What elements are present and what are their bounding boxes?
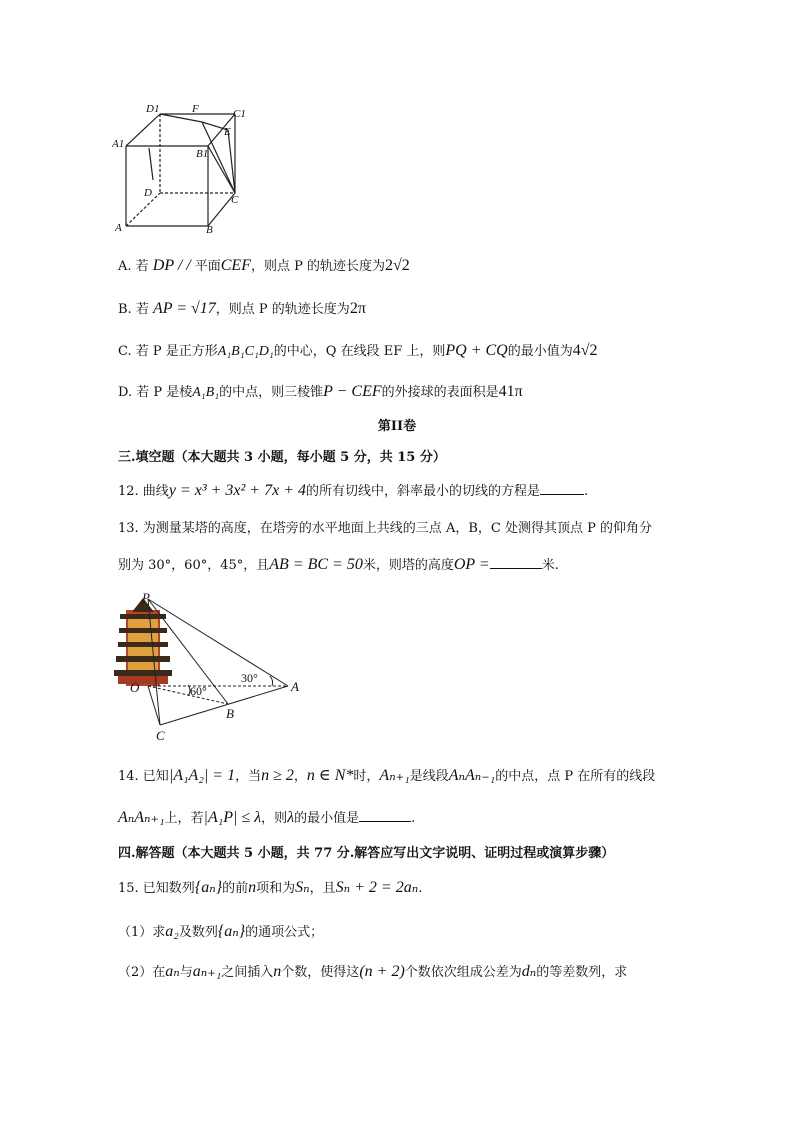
answer-blank bbox=[359, 809, 411, 822]
label-C: C bbox=[231, 194, 239, 206]
label-B: B bbox=[206, 224, 213, 235]
question-13-line2: 别为 30°，60°，45°，且AB = BC = 50米，则塔的高度OP = 米. bbox=[118, 556, 559, 573]
label-D1: D1 bbox=[146, 103, 160, 115]
label-P: P bbox=[142, 590, 150, 605]
option-a: A. 若 DP / / 平面CEF，则点 P 的轨迹长度为2√2 bbox=[118, 257, 410, 274]
question-14-line2: AₙAₙ₊₁上，若|A₁P| ≤ λ，则λ的最小值是 . bbox=[118, 809, 416, 826]
part2-title: 第II卷 bbox=[377, 419, 417, 434]
answer-blank bbox=[490, 556, 542, 569]
label-E: E bbox=[224, 126, 231, 138]
option-c: C. 若 P 是正方形A₁B₁C₁D₁的中心，Q 在线段 EF 上，则PQ + CQ的最小值为4√2 bbox=[118, 342, 598, 359]
cube-figure bbox=[112, 100, 257, 235]
label-B1: B1 bbox=[196, 148, 209, 160]
question-15: 15. 已知数列{aₙ}的前n项和为Sₙ，且Sₙ + 2 = 2aₙ. bbox=[118, 879, 423, 896]
question-12: 12. 曲线y = x³ + 3x² + 7x + 4的所有切线中，斜率最小的切线的方程是 . bbox=[118, 482, 589, 499]
question-15-part2: （2）在aₙ与aₙ₊₁之间插入n个数，使得这(n + 2)个数依次组成公差为dₙ的等差数列，求 bbox=[118, 963, 628, 980]
option-b: B. 若 AP = √17，则点 P 的轨迹长度为2π bbox=[118, 300, 366, 317]
label-A: A bbox=[115, 222, 122, 234]
section4-title: 四.解答题（本大题共 5 小题，共 77 分.解答应写出文字说明、证明过程或演算步骤） bbox=[118, 846, 615, 861]
section3-title: 三.填空题（本大题共 3 小题，每小题 5 分，共 15 分） bbox=[118, 450, 446, 465]
label-C: C bbox=[156, 728, 165, 743]
option-d: D. 若 P 是棱A₁B₁的中点，则三棱锥P − CEF的外接球的表面积是41π bbox=[118, 383, 523, 400]
answer-blank bbox=[540, 482, 584, 495]
pagoda-image bbox=[114, 598, 172, 686]
label-D: D bbox=[144, 187, 152, 199]
question-14-line1: 14. 已知|A₁A₂| = 1，当n ≥ 2，n ∈ N*时，Aₙ₊₁是线段AₙAₙ₋₁的中点，点 P 在所有的线段 bbox=[118, 767, 656, 784]
tower-figure bbox=[110, 588, 310, 746]
label-C1: C1 bbox=[233, 108, 246, 120]
label-O: O bbox=[130, 680, 140, 695]
angle-30-label: 30° bbox=[241, 671, 258, 685]
label-A: A bbox=[291, 679, 299, 694]
label-B: B bbox=[226, 706, 234, 721]
angle-60-label: 60° bbox=[190, 684, 207, 698]
label-A1: A1 bbox=[112, 138, 125, 150]
question-13-line1: 13. 为测量某塔的高度，在塔旁的水平地面上共线的三点 A，B，C 处测得其顶点 P 的仰角分 bbox=[118, 521, 652, 536]
question-15-part1: （1）求a₂及数列{aₙ}的通项公式； bbox=[118, 923, 324, 940]
label-F: F bbox=[192, 103, 199, 115]
